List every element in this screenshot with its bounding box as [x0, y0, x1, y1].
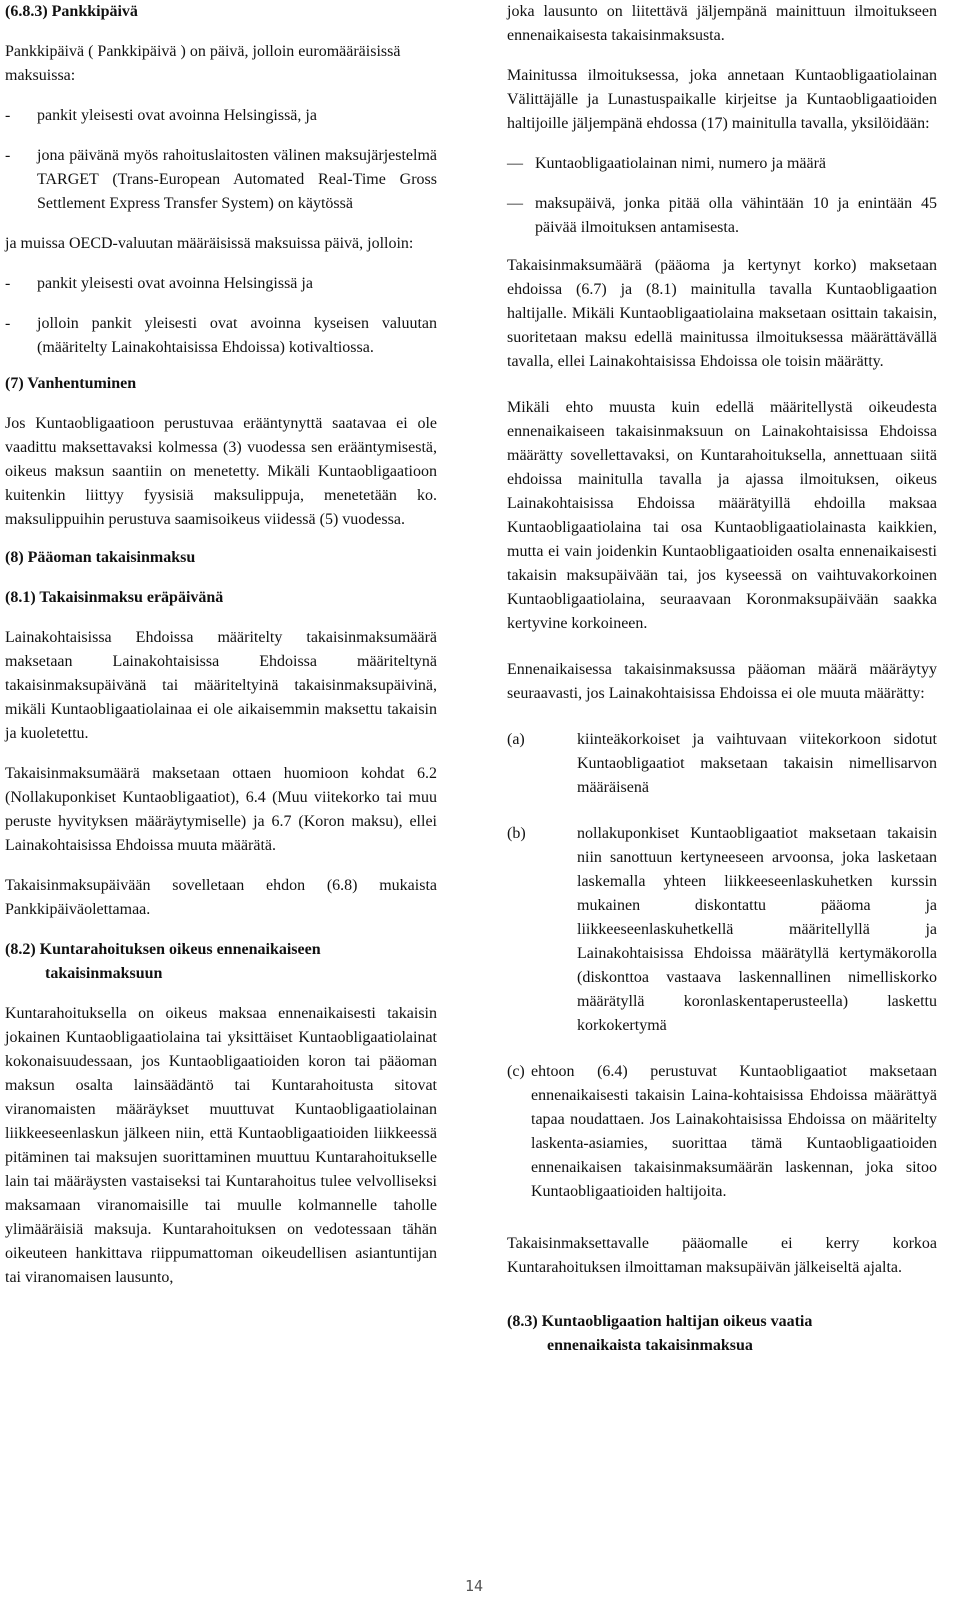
list-item-a [507, 728, 937, 800]
list-item-b [507, 822, 937, 1038]
euro-list-item [5, 144, 437, 216]
vanhentuminen-text: Jos Kuntaobligaatioon perustuvaa erääntynyttä saatavaa ei ole vaadittu maksettavaksi kolmessa (3) vuodessa sen erääntymisestä, oikeus maksun saantiin on menetetty. Mikäli Kuntaobligaatioon kuitenkin liittyy fyysisiä maksulippuja, menetetään ko. maksulippuihin perustuva saamisoikeus viidessä (5) vuodessa. [5, 415, 437, 528]
heading-8-3-line2: ennenaikaista takaisinmaksua [547, 1337, 753, 1354]
euro-item-text: pankit yleisesti ovat avoinna Helsingissä, ja [37, 107, 317, 124]
list-label-c: (c) [507, 1063, 525, 1080]
dash-marker: — [507, 155, 523, 172]
ilmoitus-list-item [507, 192, 937, 240]
heading-pankkipaiva: (6.8.3) Pankkipäivä [5, 3, 138, 20]
oecd-item-text: jolloin pankit yleisesti ovat avoinna kyseisen valuutan (määritelty Lainakohtaisissa Ehdoissa) kotivaltiossa. [37, 315, 437, 356]
euro-item-text: jona päivänä myös rahoituslaitosten välinen maksujärjestelmä TARGET (Trans-European Automated Real-Time Gross Settlement Express Transfer System) on käytössä [37, 147, 437, 212]
heading-8-3-line1: (8.3) Kuntaobligaation haltijan oikeus vaatia [507, 1313, 813, 1330]
pankkipaiva-intro: Pankkipäivä ( Pankkipäivä ) on päivä, jolloin euromääräisissä maksuissa: [5, 43, 401, 84]
list-item-c [507, 1060, 937, 1204]
list-text-c: ehtoon (6.4) perustuvat Kuntaobligaatiot maksetaan ennenaikaisesti takaisin Laina-kohtaisissa Ehdoissa määrättyä tapaa noudattaen. Jos Lainakohtaisissa Ehdoissa on määritelty laskenta-asiamies, suorittaa tämä Kuntaobligaatioiden ennenaikaisen takaisinmaksumäärän laskennan, joka sitoo Kuntaobligaatioiden haltijoita. [531, 1063, 937, 1200]
takaisinmaksettavalle-text: Takaisinmaksettavalle pääomalle ei kerry korkoa Kuntarahoituksen ilmoittaman maksupäivän jälkeiseltä ajalta. [507, 1235, 937, 1276]
page-number: 14 [465, 1577, 484, 1595]
section-8-2-para: Kuntarahoituksella on oikeus maksaa ennenaikaisesti takaisin jokainen Kuntaobligaatiolaina tai yksittäiset Kuntaobligaatiolainat kokonaisuudessaan, jos Kuntaobligaatioiden koron tai pääoman maksun osalta lainsäädäntö tai Kuntarahoitusta sitovat viranomaisten määräykset muuttuvat Kuntaobligaatiolainan liikkeeseenlaskun jälkeen niin, että Kuntaobligaatioiden liikkeessä pitäminen tai maksujen suorittaminen muuttuu Kuntarahoitukselle lain tai määräysten vastaiseksi tai Kuntarahoitus tulee velvolliseksi maksamaan viranomaisille tai muulle kolmannelle taholle ylimääräisiä maksuja. Kuntarahoituksen on vedotessaan tähän oikeuteen hankittava riippumattoman oikeudellisen asiantuntijan tai viranomaisen lausunto, [5, 1005, 437, 1286]
section-8-1-para1: Lainakohtaisissa Ehdoissa määritelty takaisinmaksumäärä maksetaan Lainakohtaisissa Ehdoissa määriteltynä takaisinmaksupäivänä tai määriteltyinä takaisinmaksupäivinä, mikäli Kuntaobligaatiolainaa ei ole aikaisemmin maksettu takaisin ja kuoletettu. [5, 629, 437, 742]
list-text-a: kiinteäkorkoiset ja vaihtuvaan viitekorkoon sidotut Kuntaobligaatiot maksetaan takaisin nimellisarvon määräisenä [577, 731, 937, 796]
dash-marker: - [5, 147, 11, 164]
oecd-item-text: pankit yleisesti ovat avoinna Helsingissä ja [37, 275, 313, 292]
section-8-1-para3: Takaisinmaksupäivään sovelletaan ehdon (6.8) mukaista Pankkipäiväolettamaa. [5, 877, 437, 918]
oecd-list-item [5, 312, 437, 360]
heading-8-2-line2: takaisinmaksuun [45, 965, 163, 982]
takaisinmaksumaara-text: Takaisinmaksumäärä (pääoma ja kertynyt korko) maksetaan ehdoissa (6.7) ja (8.1) mainitulla tavalla Kuntaobligaation haltijalle. Mikäli Kuntaobligaatiolaina maksetaan osittain takaisin, suoritetaan maksu edellä mainitussa ilmoituksessa määrättävällä tavalla, ellei Lainakohtaisissa Ehdoissa ole toisin määrätty. [507, 257, 937, 370]
oecd-list-item [5, 272, 437, 296]
mikali-text: Mikäli ehto muusta kuin edellä määritellystä oikeudesta ennenaikaiseen takaisinmaksuun on Lainakohtaisissa Ehdoissa määrätty sovellettavaksi, on Kuntarahoituksella, annettuaan siitä ehdoissa mainitulla tavalla ja ajassa ilmoituksen, oikeus Lainakohtaisissa Ehdoissa määrätyillä ehdoilla maksaa Kuntaobligaatiolaina tai osa Kuntaobligaatiolainasta kaikkien, mutta ei vain joidenkin Kuntaobligaatioiden osalta ennenaikaisesti takaisin maksupäivään tai, jos kyseessä on vaihtuvakorkoinen Kuntaobligaatiolaina, seuraavaan Koronmaksupäivään saakka kertyvine korkoineen. [507, 399, 937, 632]
ennenaikaisessa-text: Ennenaikaisessa takaisinmaksussa pääoman määrä määräytyy seuraavasti, jos Lainakohtaisissa Ehdoissa ei ole muuta määrätty: [507, 661, 937, 702]
dash-marker: - [5, 107, 11, 124]
euro-list-item [5, 104, 437, 128]
heading-8-1: (8.1) Takaisinmaksu eräpäivänä [5, 589, 224, 606]
ilmoitus-list-item [507, 152, 937, 176]
heading-paaoman-takaisinmaksu: (8) Pääoman takaisinmaksu [5, 549, 196, 566]
ilmoitus-item-text: Kuntaobligaatiolainan nimi, numero ja määrä [535, 155, 827, 172]
section-8-1-para2: Takaisinmaksumäärä maksetaan ottaen huomioon kohdat 6.2 (Nollakuponkiset Kuntaobligaatiot), 6.4 (Muu viitekorko tai muu peruste hyvityksen määräytymiselle) ja 6.7 (Koron maksu), ellei Lainakohtaisissa Ehdoissa muuta määrätä. [5, 765, 437, 854]
oecd-intro: ja muissa OECD-valuutan määräisissä maksuissa päivä, jolloin: [5, 235, 414, 252]
right-column [507, 0, 937, 1358]
left-column [5, 0, 437, 1290]
ilmoitus-text: Mainitussa ilmoituksessa, joka annetaan Kuntaobligaatiolainan Välittäjälle ja Lunastuspaikalle kirjeitse ja Kuntaobligaatioiden haltijoille jäljempänä ehdossa (17) mainitulla tavalla, yksilöidään: [507, 67, 937, 132]
heading-vanhentuminen: (7) Vanhentuminen [5, 375, 137, 392]
dash-marker: - [5, 275, 11, 292]
list-label-a: (a) [507, 731, 525, 748]
dash-marker: - [5, 315, 11, 332]
list-label-b: (b) [507, 825, 526, 842]
dash-marker: — [507, 195, 523, 212]
list-text-b: nollakuponkiset Kuntaobligaatiot maksetaan takaisin niin sanottuun kertyneeseen arvoonsa, joka lasketaan laskemalla yhteen liikkeeseenlaskuhetken kurssin mukainen diskontattu pääoma ja liikkeeseenlaskuhetkellä määritellyllä ja Lainakohtaisissa Ehdoissa määrätyllä kertymäkorolla (diskonttoa vastaava laskennallinen nimelliskorko määrätyllä koronlaskentaperusteella) laskettu korkokertymä [577, 825, 937, 1034]
ilmoitus-item-text: maksupäivä, jonka pitää olla vähintään 10 ja enintään 45 päivää ilmoituksen antamisesta. [535, 195, 937, 236]
continuation-text: joka lausunto on liitettävä jäljempänä mainittuun ilmoitukseen ennenaikaisesta takaisinmaksusta. [507, 3, 937, 44]
heading-8-2-line1: (8.2) Kuntarahoituksen oikeus ennenaikaiseen [5, 941, 321, 958]
